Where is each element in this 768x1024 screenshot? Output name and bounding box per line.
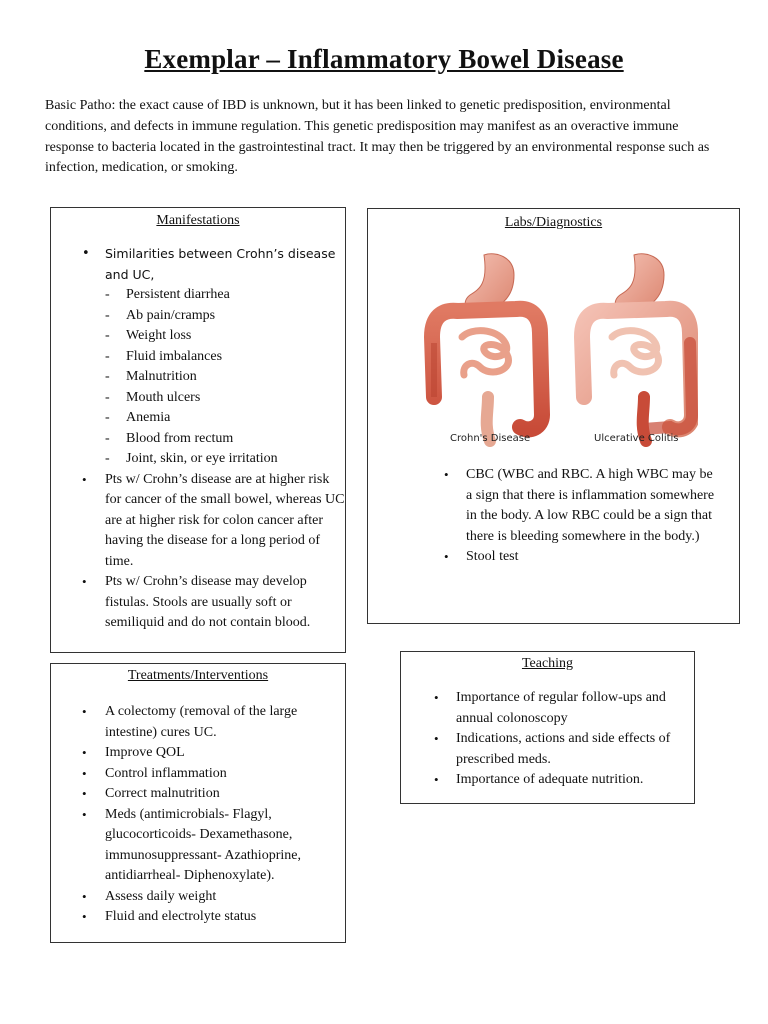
symptom-item: - Ab pain/cramps <box>51 306 345 327</box>
list-item: • CBC (WBC and RBC. A high WBC may be a sign that there is inflammation somewhere in the body. A low RBC could be a sign that there is bleeding somewhere in the body.) <box>368 465 728 547</box>
small-intestine-shape <box>612 331 658 375</box>
symptom-item: - Anemia <box>51 408 345 429</box>
crohns-diagram <box>432 254 542 441</box>
treatments-box <box>50 663 346 943</box>
crohns-caption: Crohn's Disease <box>450 433 531 444</box>
list-item: • Importance of regular follow-ups and annual colonoscopy <box>401 688 694 729</box>
labs-diagnostics-box <box>367 208 740 624</box>
uc-caption: Ulcerative Colitis <box>594 433 679 444</box>
treatments-heading: Treatments/Interventions <box>127 668 269 683</box>
list-item: • Indications, actions and side effects of prescribed meds. <box>401 729 694 770</box>
teaching-list <box>401 688 694 791</box>
ibd-comparison-illustration <box>418 247 698 447</box>
list-item: • Pts w/ Crohn’s disease are at higher risk for cancer of the small bowel, whereas UC are at higher risk for colon cancer after having the disease for a long period of time. <box>51 470 345 573</box>
list-item: • A colectomy (removal of the large intestine) cures UC. <box>51 702 345 743</box>
teaching-heading: Teaching <box>521 656 574 671</box>
small-intestine-shape <box>462 331 508 375</box>
list-item: • Pts w/ Crohn’s disease may develop fistulas. Stools are usually soft or semiliquid and do not contain blood. <box>51 572 345 634</box>
manifestations-box <box>50 207 346 653</box>
treatments-list <box>51 702 345 928</box>
intro-paragraph: Basic Patho: the exact cause of IBD is unknown, but it has been linked to genetic predisposition, environmental conditions, and defects in immune regulation. This genetic predisposition may manifest as an overactive immune response to bacteria located in the gastrointestinal tract. It may then be triggered by an environmental response such as infection, medication, or smoking. <box>45 98 710 176</box>
manifestations-heading: Manifestations <box>156 213 240 228</box>
list-item: • Assess daily weight <box>51 887 345 908</box>
list-item: • Control inflammation <box>51 764 345 785</box>
symptom-item: - Fluid imbalances <box>51 347 345 368</box>
list-item: • Improve QOL <box>51 743 345 764</box>
symptom-item: - Persistent diarrhea <box>51 285 345 306</box>
symptom-item: - Weight loss <box>51 326 345 347</box>
list-item: • Fluid and electrolyte status <box>51 907 345 928</box>
symptom-item: - Joint, skin, or eye irritation <box>51 449 345 470</box>
list-item: • Correct malnutrition <box>51 784 345 805</box>
ulcerative-colitis-diagram <box>582 254 692 441</box>
list-item: • Similarities between Crohn’s disease and UC, <box>51 244 345 285</box>
symptom-item: - Malnutrition <box>51 367 345 388</box>
symptom-item: - Mouth ulcers <box>51 388 345 409</box>
labs-heading: Labs/Diagnostics <box>504 215 603 230</box>
page-title: Exemplar – Inflammatory Bowel Disease <box>144 44 624 74</box>
manifestations-list <box>51 244 345 634</box>
list-item: • Importance of adequate nutrition. <box>401 770 694 791</box>
list-item: • Stool test <box>368 547 728 568</box>
list-item: • Meds (antimicrobials- Flagyl, glucocorticoids- Dexamethasone, immunosuppressant- Azathioprine, antidiarrheal- Diphenoxylate). <box>51 805 345 887</box>
teaching-box <box>400 651 695 804</box>
symptom-item: - Blood from rectum <box>51 429 345 450</box>
labs-list <box>368 465 728 568</box>
